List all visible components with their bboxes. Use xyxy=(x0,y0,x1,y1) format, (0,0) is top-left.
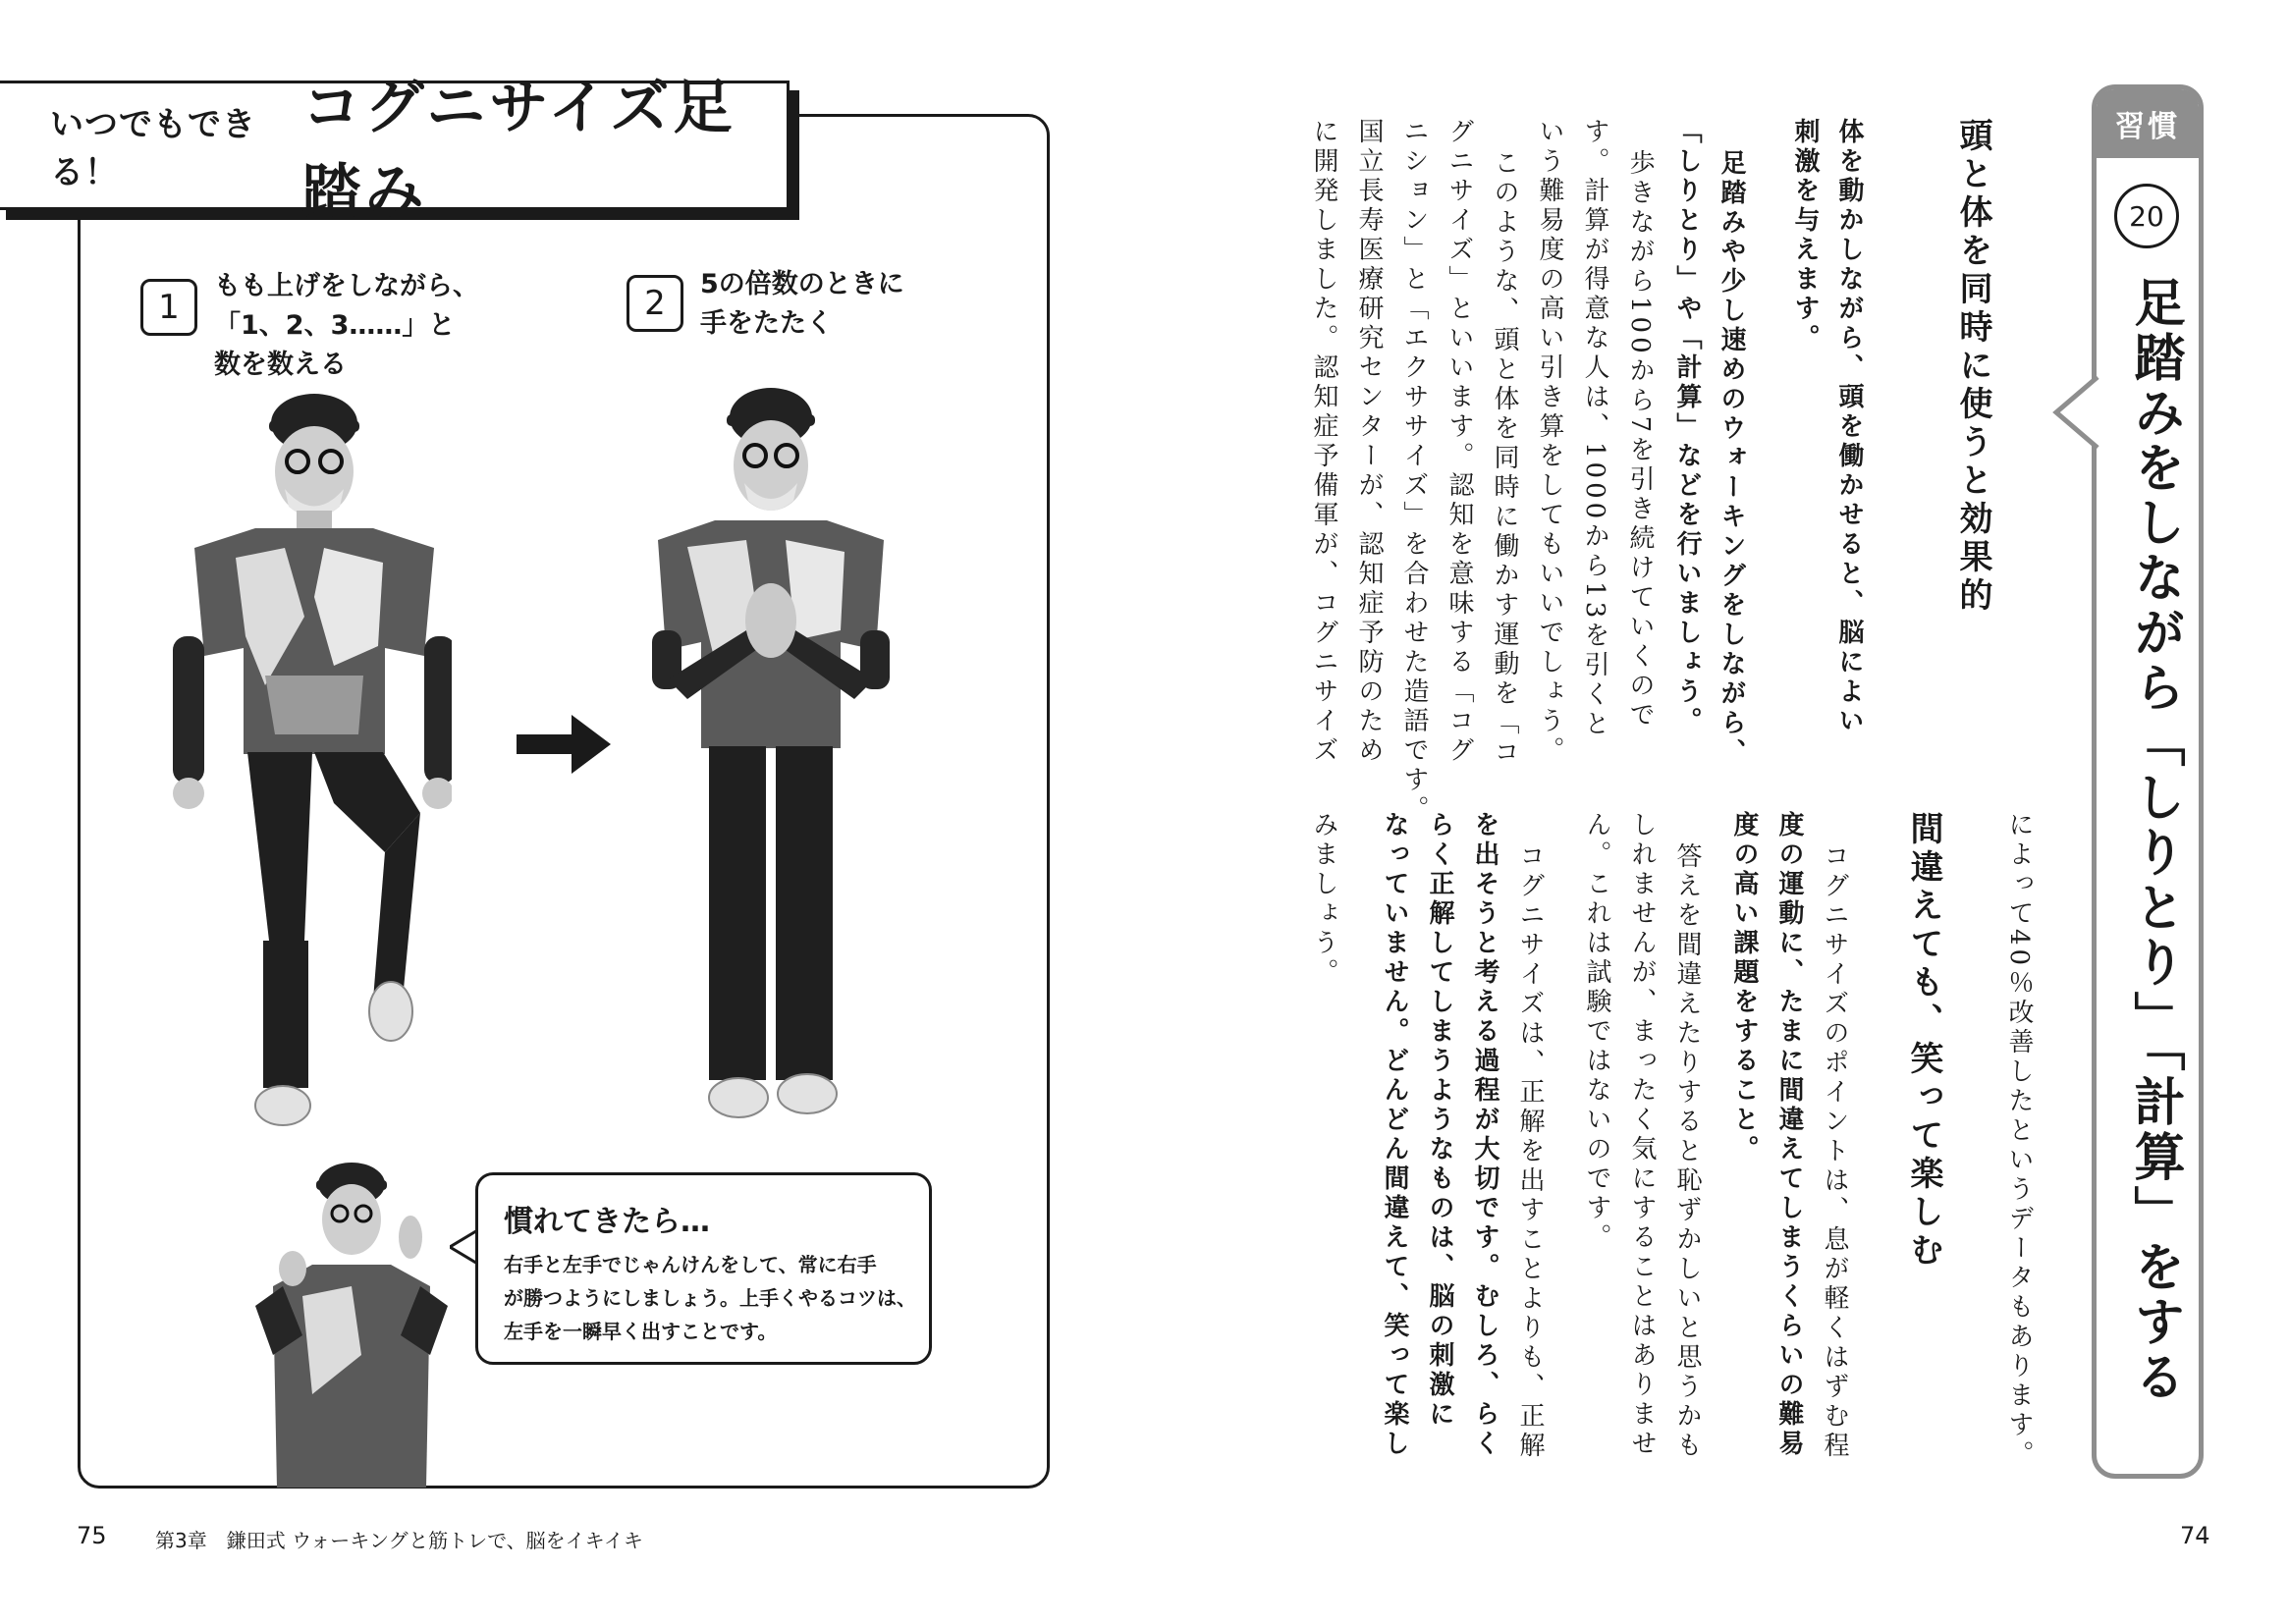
tip-line: 右手と左手でじゃんけんをして、常に右手 xyxy=(504,1253,877,1276)
body-column: 度の高い課題をすること。 xyxy=(1729,811,1759,1164)
habit-number: 20 xyxy=(2114,184,2179,248)
body-column: なっていません。どんどん間違えて、笑って楽し xyxy=(1380,811,1409,1459)
body-column: 度の運動に、たまに間違えてしまうくらいの難易 xyxy=(1774,811,1804,1459)
body-column: 答えを間違えたりすると恥ずかしいと思うかも xyxy=(1672,842,1702,1461)
page-number-left: 75 xyxy=(77,1522,107,1549)
body-column: ん。これは試験ではないのです。 xyxy=(1582,811,1611,1253)
title-big: コグニサイズ足踏み xyxy=(301,74,736,227)
tab-pointer xyxy=(2052,373,2099,452)
title-small: いつでもできる！ xyxy=(50,105,256,192)
tip-line: が勝つようにしましょう。上手くやるコツは、 xyxy=(504,1286,916,1310)
janken-figure xyxy=(253,1159,450,1488)
left-page xyxy=(0,0,1144,1624)
step-2-number: 2 xyxy=(627,275,683,332)
section-heading: 頭と体を同時に使うと効果的 xyxy=(1953,118,1992,616)
body-column: によって40％改善したというデータもあります。 xyxy=(2004,811,2034,1471)
step-1-line: もも上げをしながら、 xyxy=(214,271,479,301)
step-2-text xyxy=(700,265,904,344)
tip-line: 左手を一瞬早く出すことです。 xyxy=(504,1320,778,1343)
panel-title xyxy=(0,74,790,227)
step-1-text xyxy=(214,267,479,385)
body-column: 体を動かしながら、頭を働かせると、脳によい xyxy=(1834,118,1864,736)
clapping-figure xyxy=(648,385,894,1151)
body-column: を出そうと考える過程が大切です。むしろ、らく xyxy=(1470,811,1499,1459)
tip-bubble xyxy=(475,1172,932,1365)
body-column: みましょう。 xyxy=(1309,811,1338,988)
step-2-line: 5の倍数のときに xyxy=(700,269,904,299)
habit-tab xyxy=(2092,84,2204,1479)
body-column: 刺激を与えます。 xyxy=(1790,118,1820,353)
habit-label: 習慣 xyxy=(2097,89,2199,158)
body-column: しれませんが、まったく気にすることはありませ xyxy=(1627,811,1657,1459)
body-column: らく正解してしまうようなものは、脳の刺激に xyxy=(1425,811,1454,1430)
body-column: す。計算が得意な人は、1000から13を引くと xyxy=(1580,118,1609,740)
body-column: いう難易度の高い引き算をしてもいいでしょう。 xyxy=(1535,118,1564,766)
habit-title: 足踏みをしながら「しりとり」「計算」をする xyxy=(2125,276,2184,1405)
body-column: コグニサイズは、正解を出すことよりも、正解 xyxy=(1515,842,1545,1461)
body-column: に開発しました。認知症予備軍が、コグニサイズ xyxy=(1309,118,1338,766)
step-2-line: 手をたたく xyxy=(700,308,833,339)
body-column: グニサイズ」といいます。認知を意味する「コグ xyxy=(1444,118,1474,766)
running-head: 第3章 鎌田式 ウォーキングと筋トレで、脳をイキイキ xyxy=(155,1529,643,1552)
page-number-right: 74 xyxy=(2180,1522,2210,1549)
step-1-line: 「1、2、3……」と xyxy=(214,310,456,341)
arrow-right-icon xyxy=(517,715,611,774)
body-column: 足踏みや少し速めのウォーキングをしながら、 xyxy=(1717,149,1746,768)
body-column: 国立長寿医療研究センターが、認知症予防のため xyxy=(1354,118,1384,766)
step-1-line: 数を数える xyxy=(214,350,347,380)
body-column: 歩きながら100から7を引き続けていくので xyxy=(1625,149,1655,731)
body-column: 「しりとり」や「計算」などを行いましょう。 xyxy=(1672,118,1702,736)
body-column: このような、頭と体を同時に働かす運動を「コ xyxy=(1490,149,1519,768)
tip-title: 慣れてきたら… xyxy=(504,1205,710,1239)
body-column: コグニサイズのポイントは、息が軽くはずむ程 xyxy=(1820,842,1849,1461)
section-heading: 間違えても、笑って楽しむ xyxy=(1904,811,1943,1271)
body-column: ニション」と「エクササイズ」を合わせた造語です。 xyxy=(1399,118,1429,825)
knee-raise-figure xyxy=(167,391,452,1147)
step-1-number: 1 xyxy=(140,279,197,336)
